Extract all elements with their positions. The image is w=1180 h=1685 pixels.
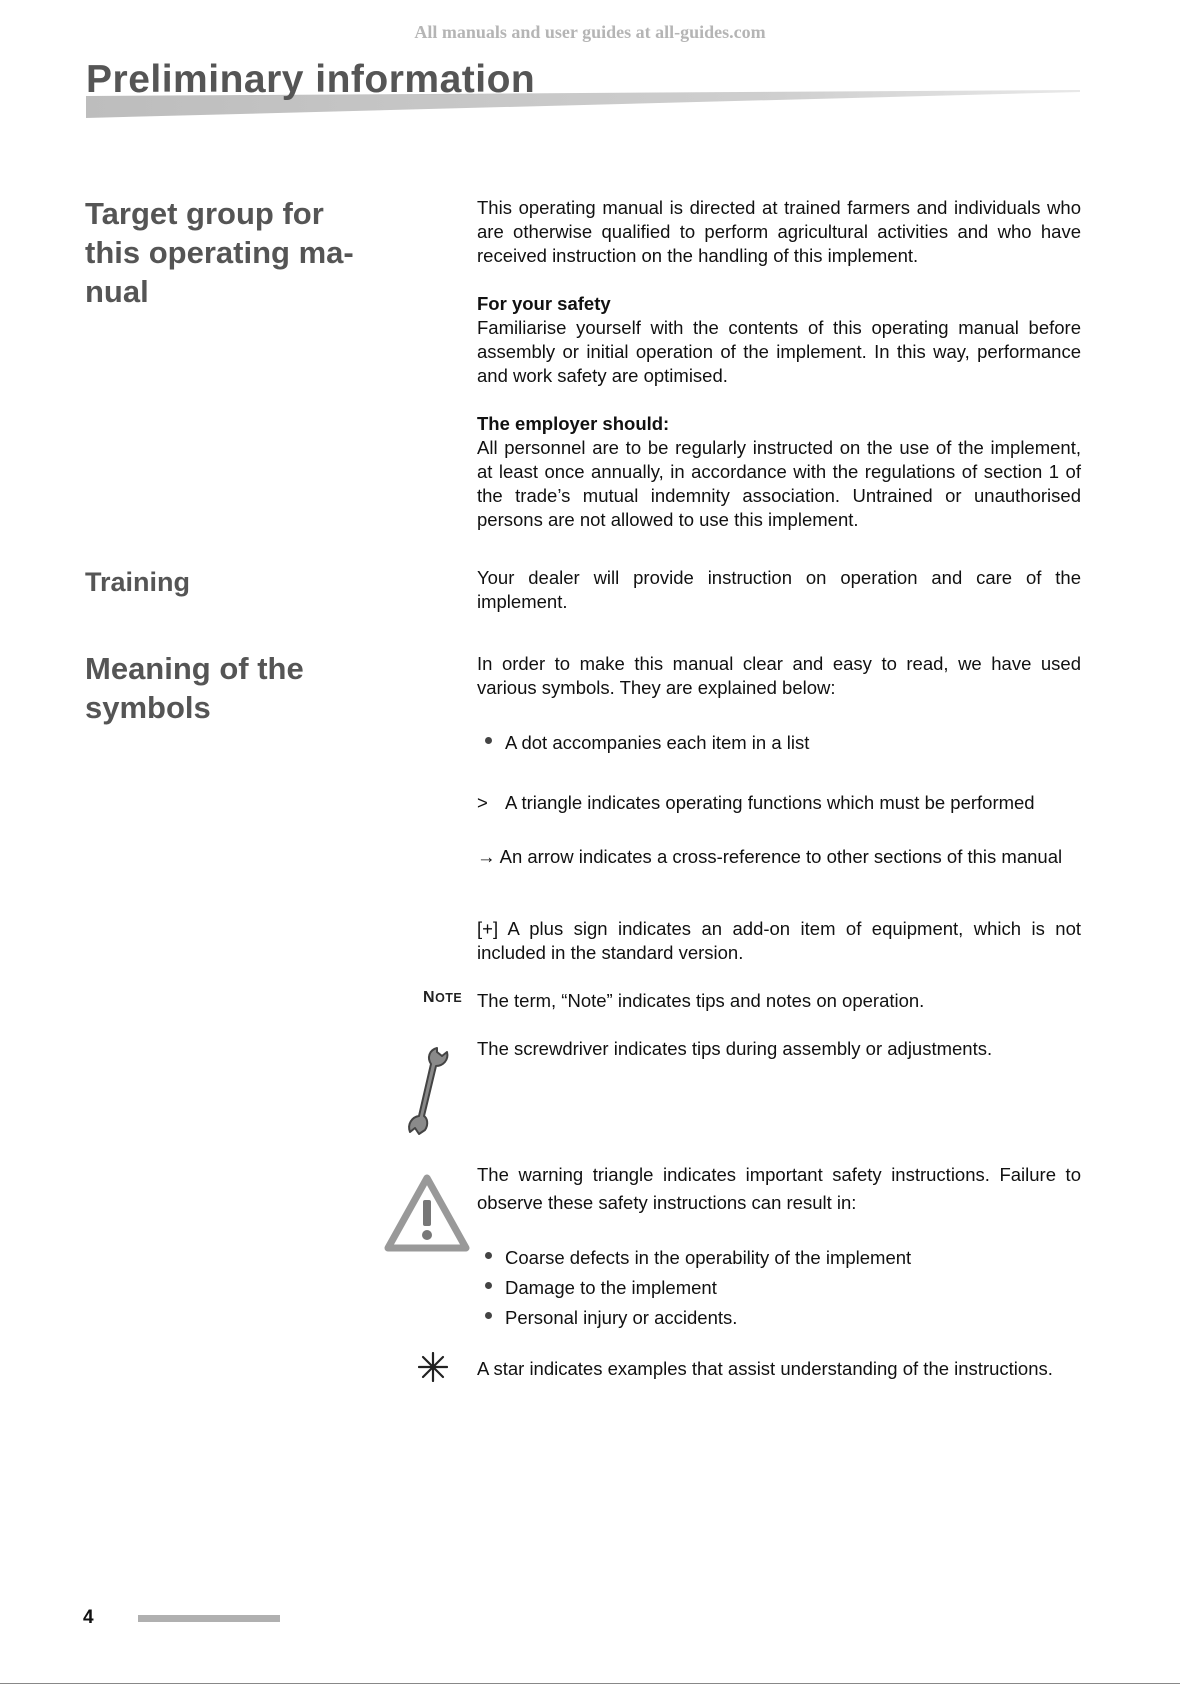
symbols-heading: Meaning of the symbols <box>85 651 304 725</box>
safety-text: Familiarise yourself with the contents of this operating manual before assembly or initial operation of the implement. In this way, performance and work safety are optimised. <box>477 317 1081 386</box>
plus-mark: [+] <box>477 918 499 939</box>
watermark: All manuals and user guides at all-guides.com <box>414 22 766 42</box>
star-text: A star indicates examples that assist understanding of the instructions. <box>477 1358 1053 1379</box>
employer-heading: The employer should: <box>477 413 670 434</box>
target-group-heading: Target group for this operating ma- nual <box>85 196 354 309</box>
target-group-body <box>477 196 1081 532</box>
star-icon <box>418 1352 448 1382</box>
safety-heading: For your safety <box>477 293 611 314</box>
note-text: The term, “Note” indicates tips and notes on operation. <box>477 990 925 1011</box>
target-group-intro: This operating manual is directed at trained farmers and individuals who are otherwise qualified to perform agricultural activities and who have received instruction on the handling of this implement. <box>477 197 1081 266</box>
symbols-intro: In order to make this manual clear and easy to read, we have used various symbols. They are explained below: <box>477 653 1081 698</box>
employer-text: All personnel are to be regularly instructed on the use of the implement, at least once annually, in accordance with the regulations of section 1 of the trade’s mutual indemnity association. Untrained or unauthorised persons are not allowed to use this implement. <box>477 437 1081 530</box>
arrow-mark: → <box>477 846 496 867</box>
warning-list <box>477 1243 1081 1333</box>
page-number: 4 <box>83 1607 94 1628</box>
footer-bar <box>138 1615 280 1622</box>
dot-list-item: A dot accompanies each item in a list <box>505 732 810 753</box>
page-title: Preliminary information <box>86 58 536 101</box>
plus-list-item: [+] A plus sign indicates an add-on item of equipment, which is not included in the standard version. <box>477 918 1081 963</box>
list-item: Damage to the implement <box>505 1277 717 1298</box>
triangle-list-item: > A triangle indicates operating functions which must be performed <box>477 792 1035 813</box>
triangle-mark: > <box>477 792 488 813</box>
warning-triangle-icon <box>384 1172 470 1252</box>
training-text: Your dealer will provide instruction on operation and care of the implement. <box>477 567 1081 612</box>
list-item: Coarse defects in the operability of the implement <box>505 1247 912 1268</box>
page-bottom-edge <box>0 1683 1180 1684</box>
warning-text: The warning triangle indicates important safety instructions. Failure to observe these safety instructions can result in: <box>477 1164 1081 1213</box>
wrench-icon <box>403 1044 459 1138</box>
list-item: Personal injury or accidents. <box>505 1307 738 1328</box>
training-heading: Training <box>85 567 191 597</box>
arrow-list-item: → An arrow indicates a cross-reference to other sections of this manual <box>477 846 1063 867</box>
screwdriver-text: The screwdriver indicates tips during assembly or adjustments. <box>477 1038 993 1059</box>
note-label: NOTE <box>423 989 463 1006</box>
